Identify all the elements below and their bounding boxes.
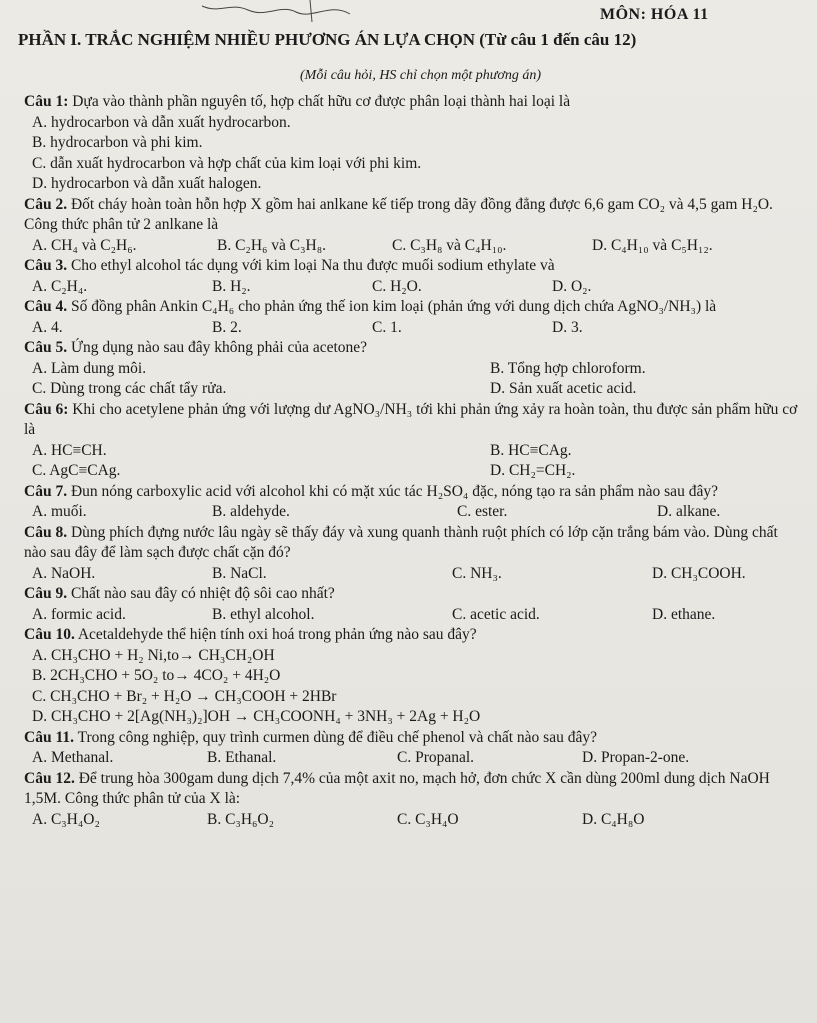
- question-1: Câu 1: Dựa vào thành phần nguyên tố, hợp chất hữu cơ được phân loại thành hai loại là: [24, 93, 571, 110]
- q11-option-b[interactable]: B. Ethanal.: [207, 749, 277, 766]
- q4-options: [32, 318, 804, 339]
- q9-option-c[interactable]: C. acetic acid.: [452, 605, 540, 623]
- pen-scribble-mark: [200, 0, 360, 30]
- q7-option-d[interactable]: D. alkane.: [657, 503, 721, 520]
- q3-option-b[interactable]: B. H₂.: [212, 277, 251, 295]
- q7-options: [32, 502, 804, 523]
- q9-option-a[interactable]: A. formic acid.: [32, 605, 126, 623]
- question-3: Câu 3. Cho ethyl alcohol tác dụng với kim loại Na thu được muối sodium ethylate và: [24, 257, 555, 274]
- q9-option-d[interactable]: D. ethane.: [652, 605, 716, 623]
- q6-option-a[interactable]: A. HC≡CH.: [32, 441, 107, 459]
- q8-option-b[interactable]: B. NaCl.: [212, 564, 267, 582]
- q2-option-d[interactable]: D. C₄H₁₀ và C₅H₁₂.: [592, 236, 713, 254]
- q3-option-a[interactable]: A. C₂H₄.: [32, 277, 88, 295]
- subject-heading: MÔN: HÓA 11: [600, 6, 709, 23]
- question-4: Câu 4. Số đồng phân Ankin C₄H₆ cho phản ứng thế ion kim loại (phản ứng với dung dịch chứa AgNO₃/NH₃) là: [24, 298, 717, 315]
- q8-option-a[interactable]: A. NaOH.: [32, 564, 96, 582]
- q2-option-c[interactable]: C. C₃H₈ và C₄H₁₀.: [392, 236, 507, 254]
- q10-option-b[interactable]: B. 2CH₃CHO + 5O₂ to→ 4CO₂ + 4H₂O: [32, 667, 281, 684]
- q5-option-c[interactable]: C. Dùng trong các chất tẩy rửa.: [32, 380, 227, 397]
- instruction-note: (Mỗi câu hỏi, HS chỉ chọn một phương án): [300, 68, 542, 83]
- question-6: Câu 6: Khi cho acetylene phản ứng với lượng dư AgNO₃/NH₃ tới khi phản ứng xảy ra hoàn toàn, thu được sản phẩm hữu cơ là: [24, 400, 798, 438]
- section-title: PHẦN I. TRẮC NGHIỆM NHIỀU PHƯƠNG ÁN LỰA CHỌN (Từ câu 1 đến câu 12): [18, 30, 637, 49]
- q9-options: [32, 605, 804, 626]
- question-9: Câu 9. Chất nào sau đây có nhiệt độ sôi cao nhất?: [24, 585, 335, 602]
- q6-options-row1: [32, 441, 804, 462]
- q7-option-a[interactable]: A. muối.: [32, 503, 87, 520]
- q11-option-a[interactable]: A. Methanal.: [32, 749, 114, 766]
- q6-option-b[interactable]: B. HC≡CAg.: [490, 441, 572, 459]
- q3-options: [32, 277, 804, 298]
- q5-options-row2: [32, 379, 804, 400]
- question-list: [24, 92, 804, 830]
- q5-option-d[interactable]: D. Sản xuất acetic acid.: [490, 380, 637, 397]
- q10-option-a[interactable]: A. CH₃CHO + H₂ Ni,to→ CH₃CH₂OH: [32, 646, 275, 664]
- q2-options: [32, 236, 804, 257]
- question-2: Câu 2. Đốt cháy hoàn toàn hỗn hợp X gồm hai anlkane kế tiếp trong dãy đồng đẳng được 6,6 gam CO₂ và 4,5 gam H₂O. Công thức phân tử 2 anlkane là: [24, 195, 773, 233]
- q7-option-c[interactable]: C. ester.: [457, 503, 508, 520]
- q12-options: [32, 810, 804, 831]
- q10-option-c[interactable]: C. CH₃CHO + Br₂ + H₂O → CH₃COOH + 2HBr: [32, 687, 337, 705]
- q11-option-d[interactable]: D. Propan-2-one.: [582, 749, 690, 766]
- q1-option-c[interactable]: C. dẫn xuất hydrocarbon và hợp chất của kim loại với phi kim.: [32, 154, 422, 172]
- question-7: Câu 7. Đun nóng carboxylic acid với alcohol khi có mặt xúc tác H₂SO₄ đặc, nóng tạo ra sản phẩm nào sau đây?: [24, 482, 718, 500]
- question-5: Câu 5. Ứng dụng nào sau đây không phải của acetone?: [24, 339, 368, 356]
- q3-option-d[interactable]: D. O₂.: [552, 277, 592, 295]
- q9-option-b[interactable]: B. ethyl alcohol.: [212, 605, 315, 623]
- q12-option-a[interactable]: A. C₃H₄O₂: [32, 810, 100, 828]
- q5-options-row1: [32, 359, 804, 380]
- q3-option-c[interactable]: C. H₂O.: [372, 277, 422, 295]
- q8-options: [32, 564, 804, 585]
- q12-option-d[interactable]: D. C₄H₈O: [582, 810, 645, 828]
- question-8: Câu 8. Dùng phích đựng nước lâu ngày sẽ thấy đáy và xung quanh thành ruột phích có lớp cặn trắng bám vào. Dùng chất nào sau đây để làm sạch được chất cặn đó?: [24, 523, 778, 561]
- q11-options: [32, 748, 804, 769]
- q2-option-a[interactable]: A. CH₄ và C₂H₆.: [32, 236, 137, 254]
- question-11: Câu 11. Trong công nghiệp, quy trình curmen dùng để điều chế phenol và chất nào sau đây?: [24, 728, 597, 746]
- q6-options-row2: [32, 461, 804, 482]
- q11-option-c[interactable]: C. Propanal.: [397, 749, 475, 766]
- q1-option-a[interactable]: A. hydrocarbon và dẫn xuất hydrocarbon.: [32, 113, 291, 131]
- q4-option-b[interactable]: B. 2.: [212, 318, 242, 336]
- q1-option-d[interactable]: D. hydrocarbon và dẫn xuất halogen.: [32, 175, 262, 192]
- q4-option-d[interactable]: D. 3.: [552, 318, 583, 336]
- q1-option-b[interactable]: B. hydrocarbon và phi kim.: [32, 134, 203, 151]
- q8-option-d[interactable]: D. CH₃COOH.: [652, 564, 746, 582]
- q12-option-c[interactable]: C. C₃H₄O: [397, 810, 459, 828]
- q7-option-b[interactable]: B. aldehyde.: [212, 503, 290, 520]
- q10-option-d[interactable]: D. CH₃CHO + 2[Ag(NH₃)₂]OH → CH₃COONH₄ + 3NH₃ + 2Ag + H₂O: [32, 708, 481, 725]
- q4-option-a[interactable]: A. 4.: [32, 318, 63, 336]
- q2-option-b[interactable]: B. C₂H₆ và C₃H₈.: [217, 236, 327, 254]
- q8-option-c[interactable]: C. NH₃.: [452, 564, 502, 582]
- q5-option-b[interactable]: B. Tổng hợp chloroform.: [490, 359, 646, 377]
- q6-option-c[interactable]: C. AgC≡CAg.: [32, 462, 121, 479]
- question-10: Câu 10. Acetaldehyde thể hiện tính oxi hoá trong phản ứng nào sau đây?: [24, 626, 477, 643]
- q4-option-c[interactable]: C. 1.: [372, 318, 402, 336]
- q5-option-a[interactable]: A. Làm dung môi.: [32, 359, 147, 377]
- q6-option-d[interactable]: D. CH₂=CH₂.: [490, 462, 576, 479]
- question-12: Câu 12. Để trung hòa 300gam dung dịch 7,4% của một axit no, mạch hở, đơn chức X cần dùng 200ml dung dịch NaOH 1,5M. Công thức phân tử của X là:: [24, 769, 770, 807]
- q12-option-b[interactable]: B. C₃H₆O₂: [207, 810, 275, 828]
